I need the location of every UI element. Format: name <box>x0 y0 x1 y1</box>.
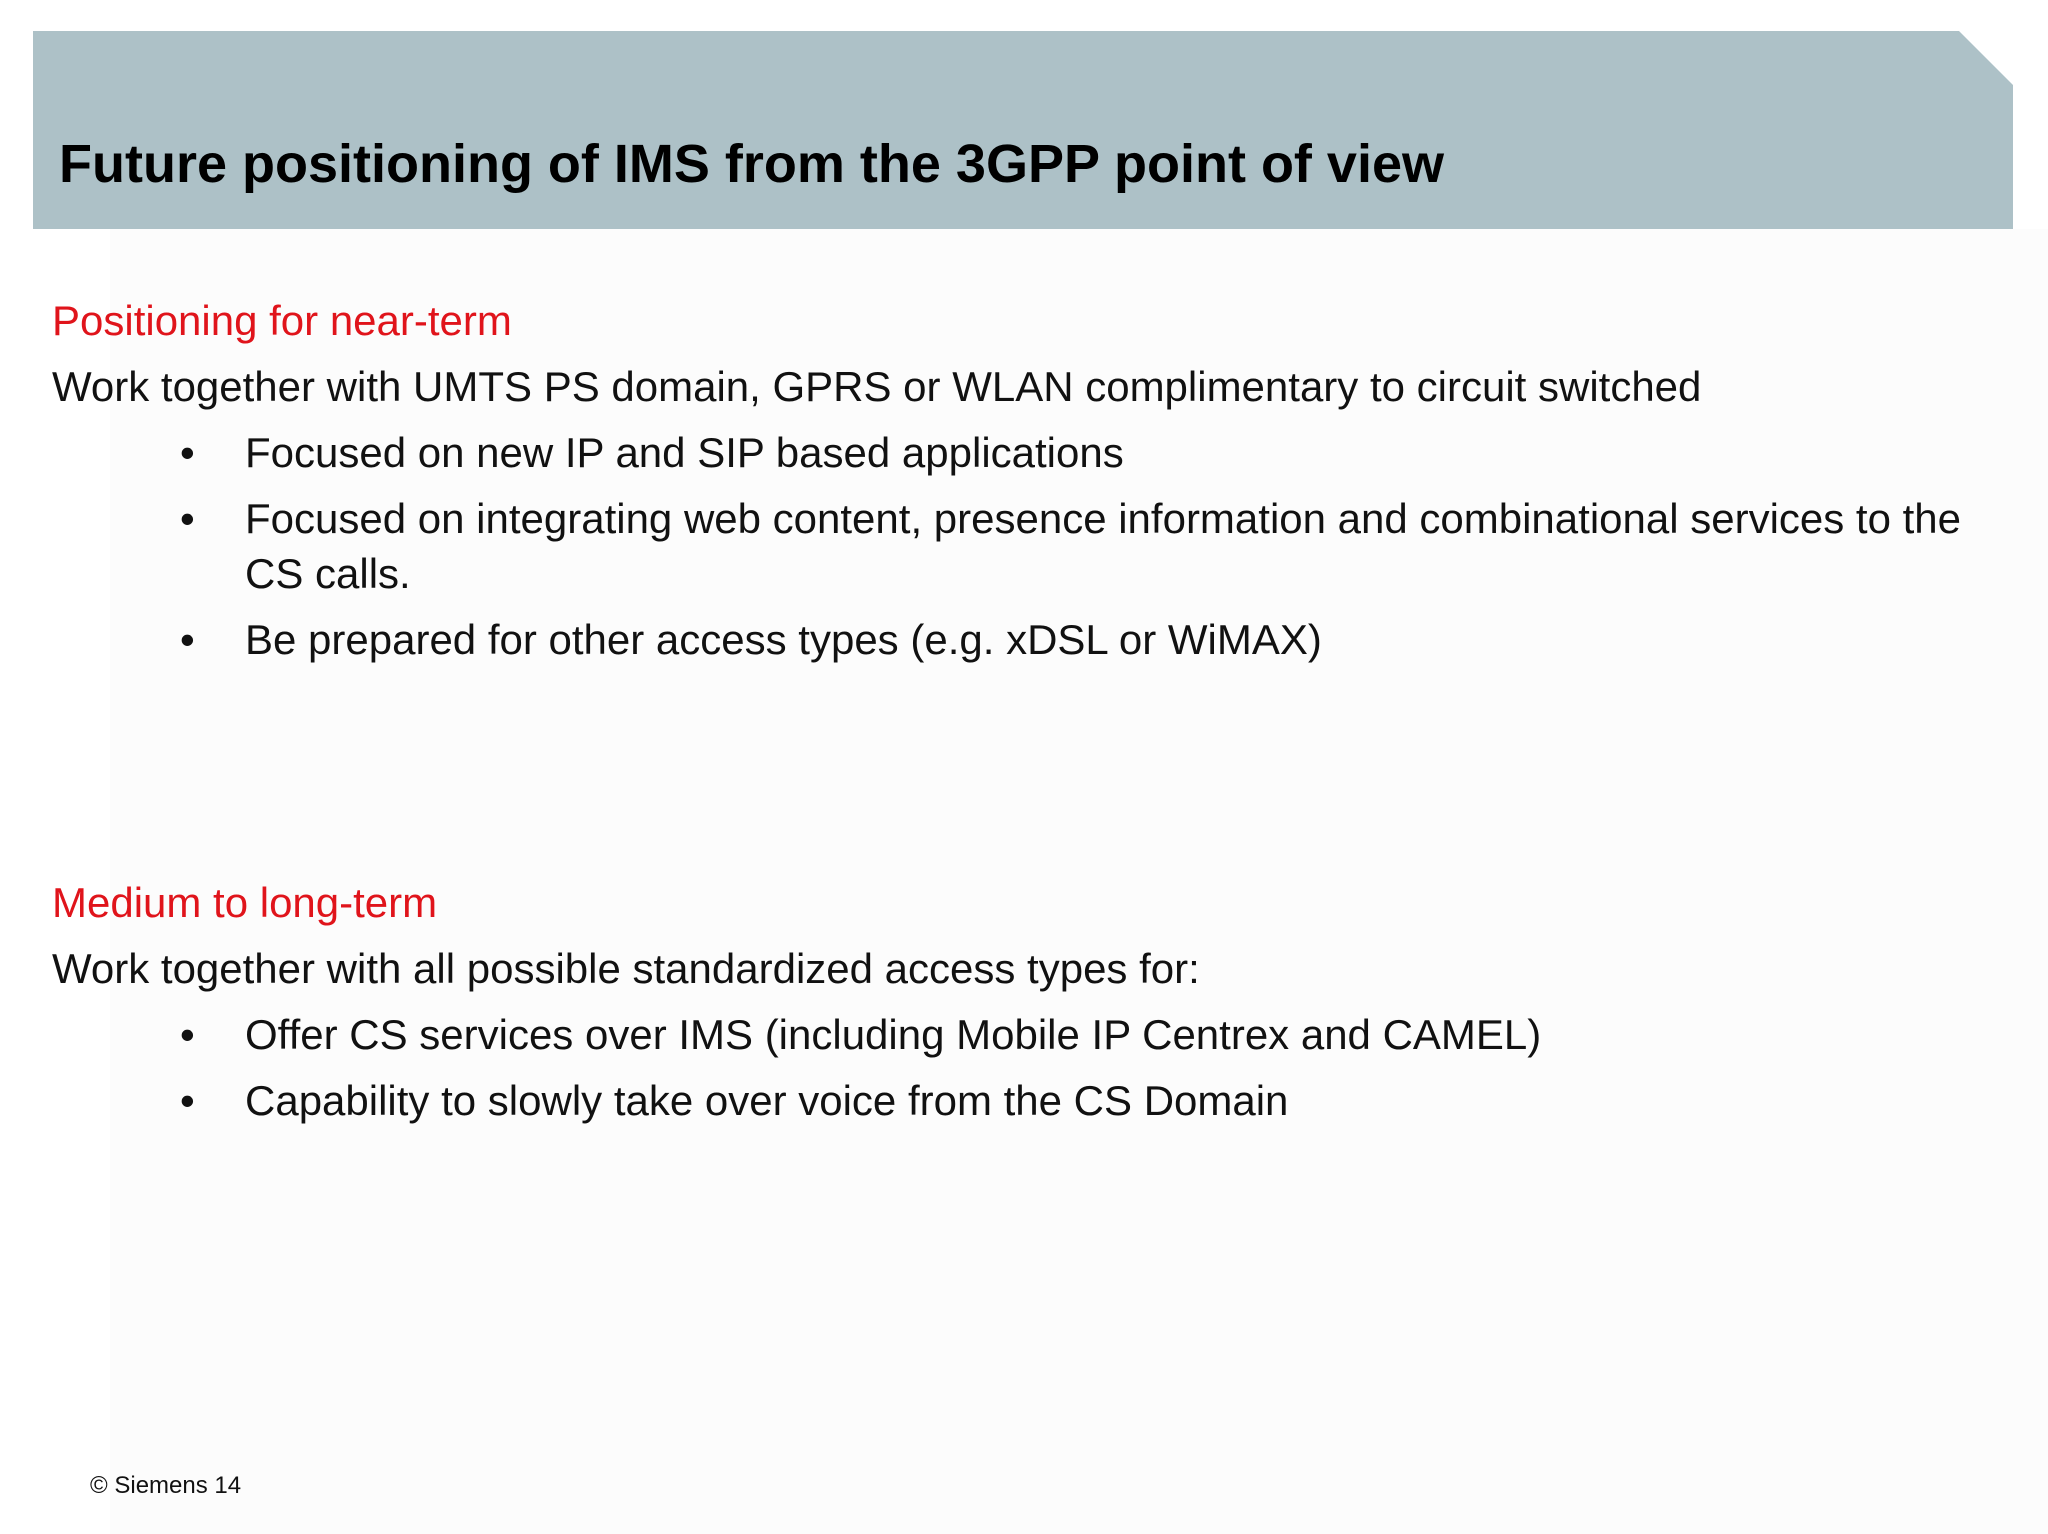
header-band <box>33 31 2013 229</box>
bullet-item <box>52 1007 2025 1062</box>
section-near-term <box>52 288 2002 667</box>
section-medium-long-term <box>52 870 2002 1128</box>
bullet-text: Focused on integrating web content, presence information and combinational services to the CS calls. <box>245 495 1962 597</box>
bullet-text: Be prepared for other access types (e.g. xDSL or WiMAX) <box>245 616 1322 663</box>
bullet-item <box>52 491 2025 601</box>
bullet-icon: • <box>180 429 195 476</box>
bullet-item <box>52 1073 2025 1128</box>
bullet-text: Capability to slowly take over voice from the CS Domain <box>245 1077 1289 1124</box>
section-heading: Medium to long-term <box>52 879 438 926</box>
bullet-list <box>52 1007 2002 1128</box>
bullet-list <box>52 425 2002 667</box>
bullet-item <box>52 425 2025 480</box>
bullet-text: Focused on new IP and SIP based applications <box>245 429 1124 476</box>
bullet-icon: • <box>180 616 195 663</box>
bullet-icon: • <box>180 495 195 542</box>
bullet-text: Offer CS services over IMS (including Mobile IP Centrex and CAMEL) <box>245 1011 1542 1058</box>
bullet-icon: • <box>180 1077 195 1124</box>
footer-copyright: © Siemens 14 <box>90 1472 242 1499</box>
section-intro: Work together with all possible standardized access types for: <box>52 945 1200 992</box>
slide-title: Future positioning of IMS from the 3GPP point of view <box>59 134 1444 194</box>
bullet-icon: • <box>180 1011 195 1058</box>
bullet-item <box>52 612 2025 667</box>
section-heading: Positioning for near-term <box>52 297 512 344</box>
section-intro: Work together with UMTS PS domain, GPRS or WLAN complimentary to circuit switched <box>52 363 1702 410</box>
